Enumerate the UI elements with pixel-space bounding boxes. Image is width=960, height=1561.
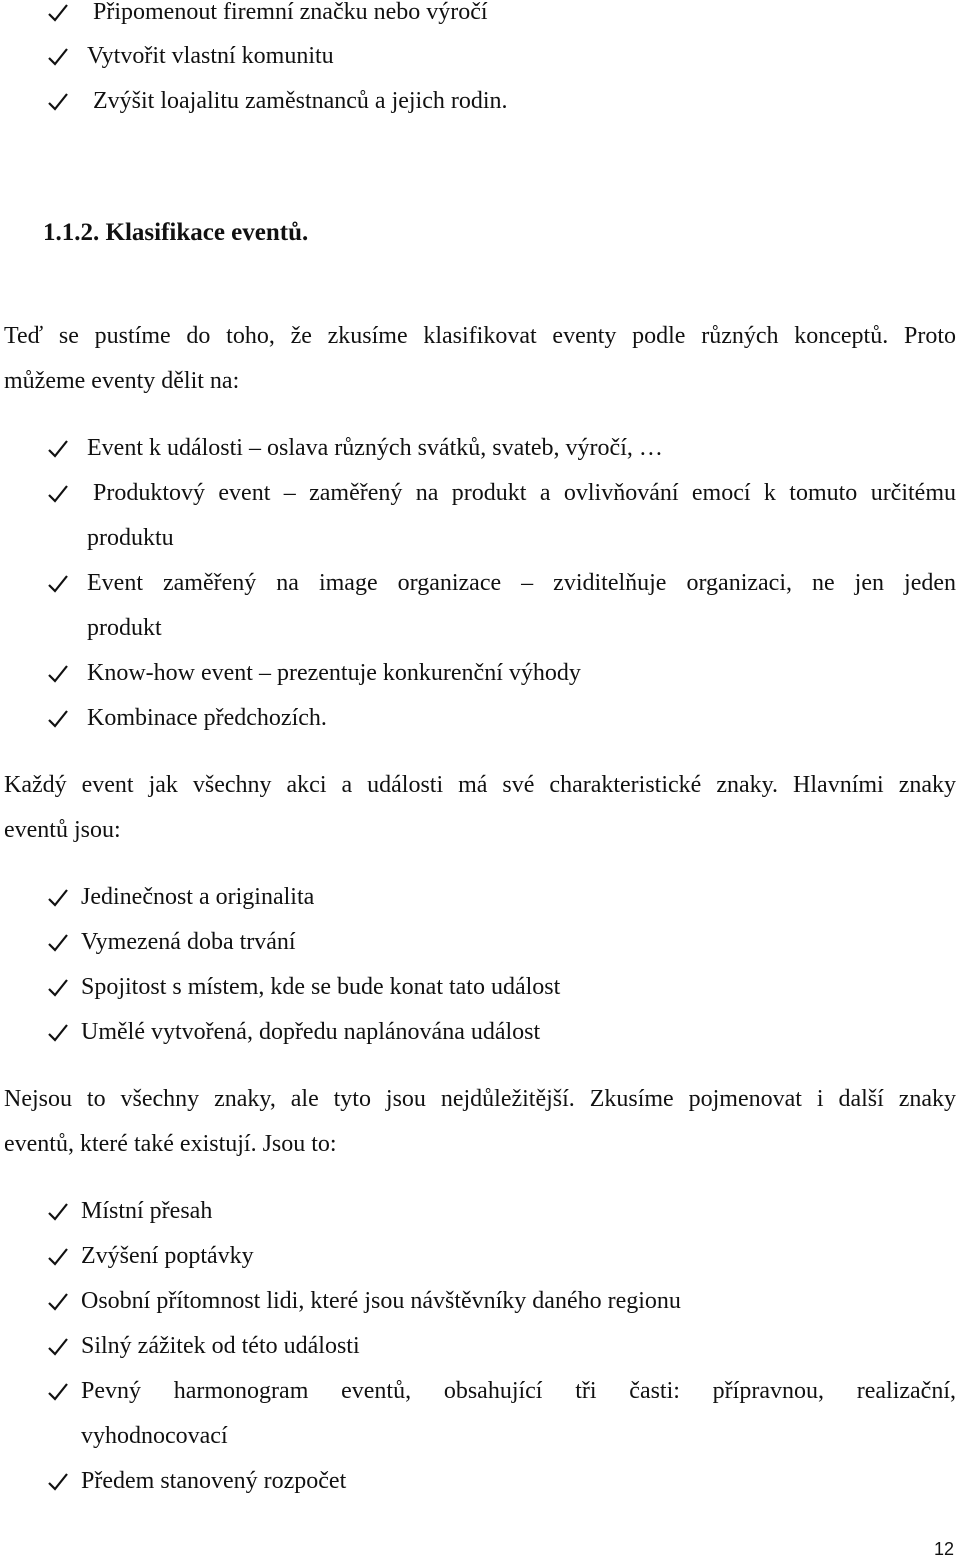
checkmark-icon <box>46 1459 70 1504</box>
paragraph-line: Nejsou to všechny znaky, ale tyto jsou nejdůležitější. Zkusíme pojmenovat i další znaky <box>4 1086 956 1112</box>
paragraph-line: Teď se pustíme do toho, že zkusíme klasifikovat eventy podle různých konceptů. Proto <box>4 323 956 349</box>
checkmark-icon <box>46 0 70 35</box>
checkmark-icon <box>46 1324 70 1369</box>
checkmark-icon <box>46 471 70 516</box>
list-item <box>0 875 960 920</box>
list-item <box>0 471 960 516</box>
list-item <box>0 34 960 79</box>
checkmark-icon <box>46 34 70 79</box>
list-item <box>0 1189 960 1234</box>
list-item <box>0 79 960 124</box>
checkmark-icon <box>46 1234 70 1279</box>
list-item-continuation: produkt <box>87 615 162 641</box>
list-item-text: Umělé vytvořená, dopředu naplánována událost <box>81 1019 541 1045</box>
checkmark-icon <box>46 1189 70 1234</box>
list-item-text: Vymezená doba trvání <box>81 929 296 955</box>
list-item-continuation: produktu <box>87 525 174 551</box>
list-item <box>0 696 960 741</box>
list-item-continuation: vyhodnocovací <box>81 1423 228 1449</box>
list-item-text: Vytvořit vlastní komunitu <box>87 43 334 69</box>
checkmark-icon <box>46 561 70 606</box>
list-item-text: Jedinečnost a originalita <box>81 884 315 910</box>
checkmark-icon <box>46 79 70 124</box>
list-item-text: Připomenout firemní značku nebo výročí <box>93 0 488 25</box>
checkmark-icon <box>46 696 70 741</box>
page-number: 12 <box>933 1539 954 1559</box>
checkmark-icon <box>46 875 70 920</box>
checkmark-icon <box>46 426 70 471</box>
list-item-text: Know-how event – prezentuje konkurenční výhody <box>87 660 581 686</box>
list-item-text: Zvýšení poptávky <box>81 1243 254 1269</box>
list-item <box>0 1324 960 1369</box>
list-item <box>0 965 960 1010</box>
list-item-text: Event zaměřený na image organizace – zviditelňuje organizaci, ne jen jeden <box>87 570 956 596</box>
list-item <box>0 920 960 965</box>
checkmark-icon <box>46 1369 70 1414</box>
paragraph-line: Každý event jak všechny akci a události má své charakteristické znaky. Hlavními znaky <box>4 772 956 798</box>
list-item <box>0 1459 960 1504</box>
list-item-text: Kombinace předchozích. <box>87 705 327 731</box>
list-item-text: Event k události – oslava různých svátků, svateb, výročí, … <box>87 435 663 461</box>
list-item <box>0 1010 960 1055</box>
checkmark-icon <box>46 920 70 965</box>
list-item-text: Pevný harmonogram eventů, obsahující tři časti: přípravnou, realizační, <box>81 1378 956 1404</box>
section-heading: 1.1.2. Klasifikace eventů. <box>43 219 309 246</box>
list-item-text: Silný zážitek od této události <box>81 1333 360 1359</box>
list-item-text: Zvýšit loajalitu zaměstnanců a jejich rodin. <box>93 88 508 114</box>
paragraph-line: můžeme eventy dělit na: <box>4 368 240 394</box>
list-item <box>0 0 960 35</box>
list-item-text: Produktový event – zaměřený na produkt a ovlivňování emocí k tomuto určitému <box>93 480 956 506</box>
list-item-text: Předem stanovený rozpočet <box>81 1468 347 1494</box>
paragraph-line: eventů, které také existují. Jsou to: <box>4 1131 337 1157</box>
checkmark-icon <box>46 965 70 1010</box>
list-item <box>0 651 960 696</box>
list-item <box>0 1369 960 1414</box>
list-item <box>0 1234 960 1279</box>
list-item-text: Osobní přítomnost lidi, které jsou návštěvníky daného regionu <box>81 1288 681 1314</box>
list-item <box>0 1279 960 1324</box>
list-item <box>0 561 960 606</box>
checkmark-icon <box>46 1010 70 1055</box>
list-item-text: Spojitost s místem, kde se bude konat tato událost <box>81 974 561 1000</box>
list-item-text: Místní přesah <box>81 1198 213 1224</box>
checkmark-icon <box>46 651 70 696</box>
checkmark-icon <box>46 1279 70 1324</box>
paragraph-line: eventů jsou: <box>4 817 121 843</box>
list-item <box>0 426 960 471</box>
